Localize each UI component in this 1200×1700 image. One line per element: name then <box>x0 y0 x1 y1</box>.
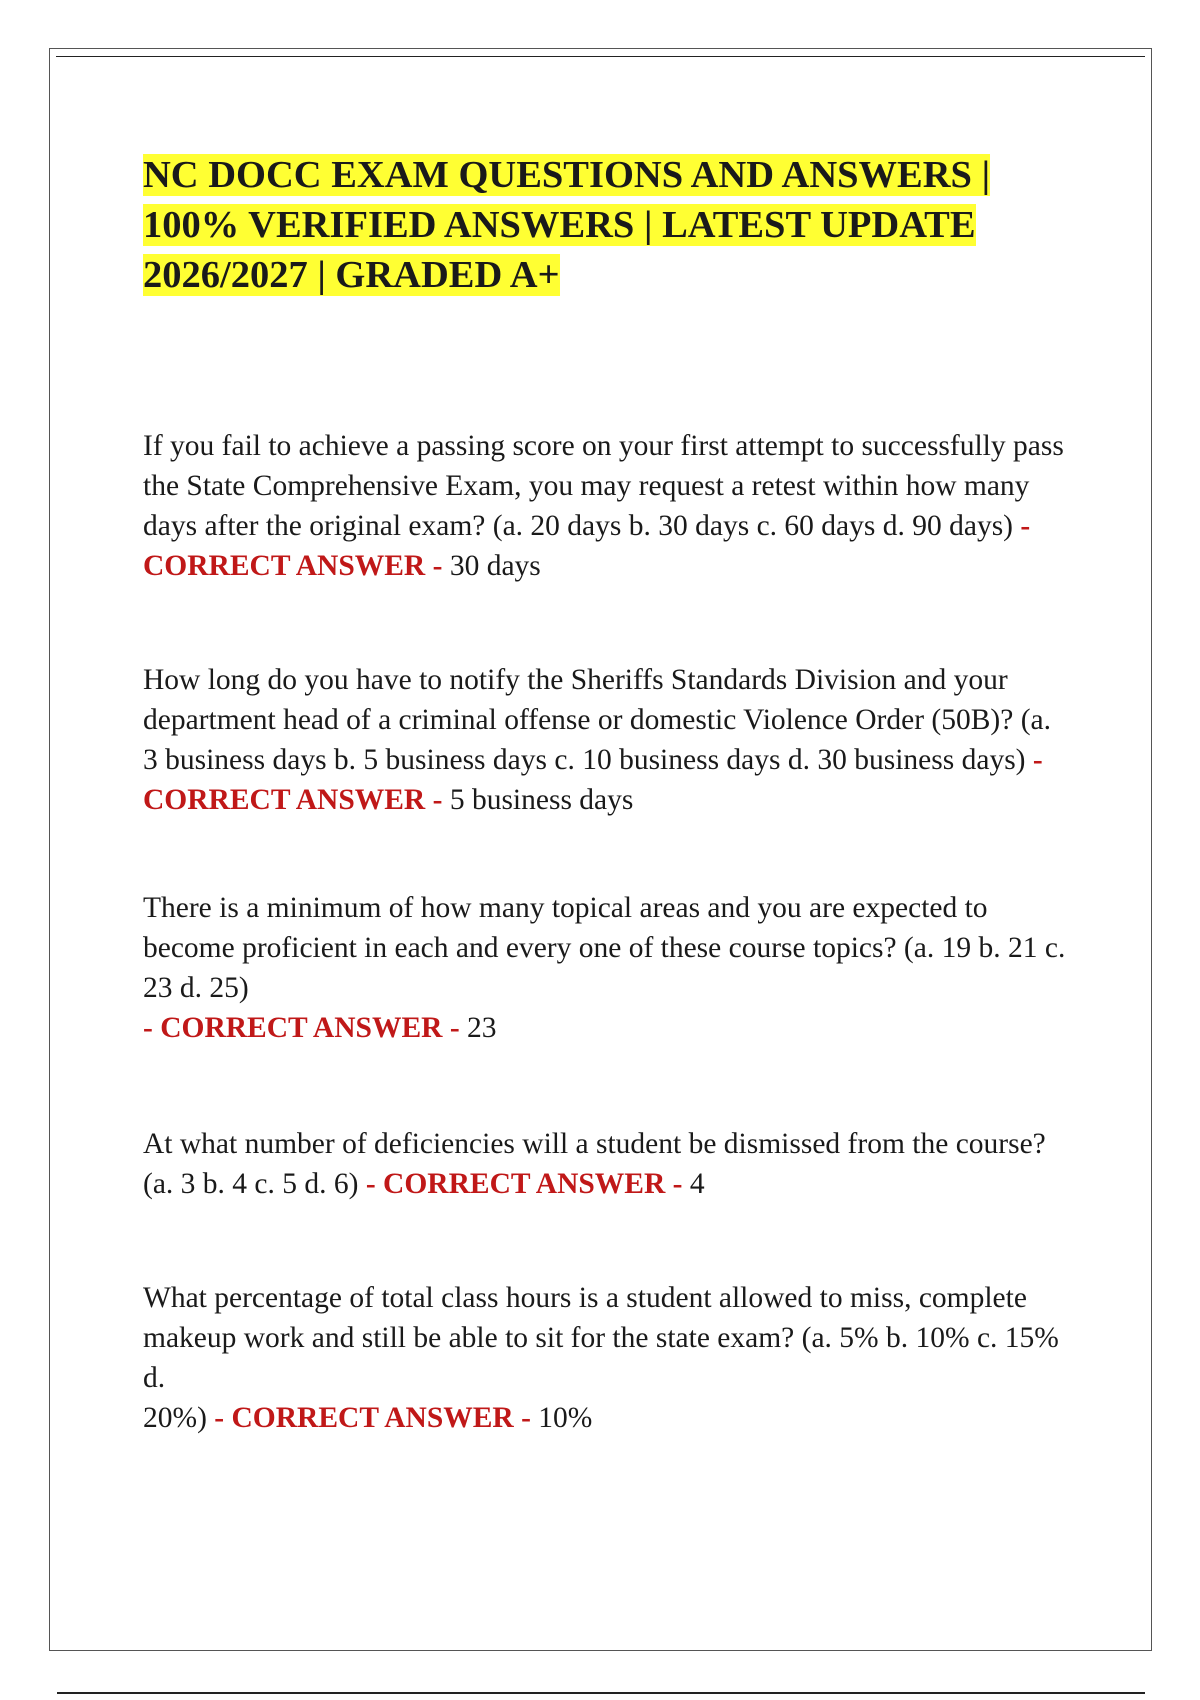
question-text: What percentage of total class hours is a student allowed to miss, complete makeup work and still be able to sit for the state exam? (a. 5% b. 10% c. 15% d. <box>143 1282 1059 1394</box>
qa-item-4 <box>143 1124 1073 1204</box>
answer-label: CORRECT ANSWER <box>383 1168 666 1200</box>
answer-text: 10% <box>538 1402 593 1434</box>
answer-label: CORRECT ANSWER <box>160 1012 443 1044</box>
top-rule <box>56 56 1145 57</box>
answer-separator: - <box>214 1402 225 1434</box>
answer-separator: - <box>672 1168 683 1200</box>
question-text: How long do you have to notify the Sheriffs Standards Division and your department head of a criminal offense or domestic Violence Order (50B)? (a. 3 business days b. 5 business days c. 10 business days d. 30 business days) <box>143 664 1052 776</box>
answer-label: CORRECT ANSWER <box>143 784 426 816</box>
answer-separator: - <box>365 1168 376 1200</box>
bottom-rule <box>57 1692 1145 1694</box>
qa-item-2 <box>143 660 1073 820</box>
question-text: If you fail to achieve a passing score on your first attempt to successfully pass the State Comprehensive Exam, you may request a retest within how many days after the original exam? (a. 20 days b. 30 days c. 60 days d. 90 days) <box>143 430 1064 542</box>
question-text: There is a minimum of how many topical areas and you are expected to become proficient in each and every one of these course topics? (a. 19 b. 21 c. 23 d. 25) <box>143 892 1066 1004</box>
answer-label: CORRECT ANSWER <box>143 550 426 582</box>
answer-separator: - <box>521 1402 531 1434</box>
answer-text: 23 <box>467 1012 497 1044</box>
answer-text: 5 business days <box>449 784 634 816</box>
answer-separator: - <box>1032 744 1043 776</box>
answer-separator: - <box>432 784 443 816</box>
title-highlight: NC DOCC EXAM QUESTIONS AND ANSWERS | 100% VERIFIED ANSWERS | LATEST UPDATE 2026/2027 | GRADED A+ <box>143 154 991 296</box>
answer-separator: - <box>143 1012 153 1044</box>
qa-item-1 <box>143 426 1073 586</box>
answer-separator: - <box>449 1012 460 1044</box>
qa-item-3 <box>143 888 1073 1048</box>
document-title <box>143 150 1073 300</box>
question-text: At what number of deficiencies will a student be dismissed from the course? (a. 3 b. 4 c. 5 d. 6) <box>143 1128 1046 1200</box>
answer-text: 30 days <box>449 550 541 582</box>
question-text-continued: 20%) <box>143 1402 207 1434</box>
answer-separator: - <box>432 550 443 582</box>
answer-text: 4 <box>689 1168 705 1200</box>
qa-item-5 <box>143 1278 1073 1438</box>
answer-label: CORRECT ANSWER <box>231 1402 514 1434</box>
answer-separator: - <box>1020 510 1031 542</box>
document-body <box>143 150 1073 1438</box>
